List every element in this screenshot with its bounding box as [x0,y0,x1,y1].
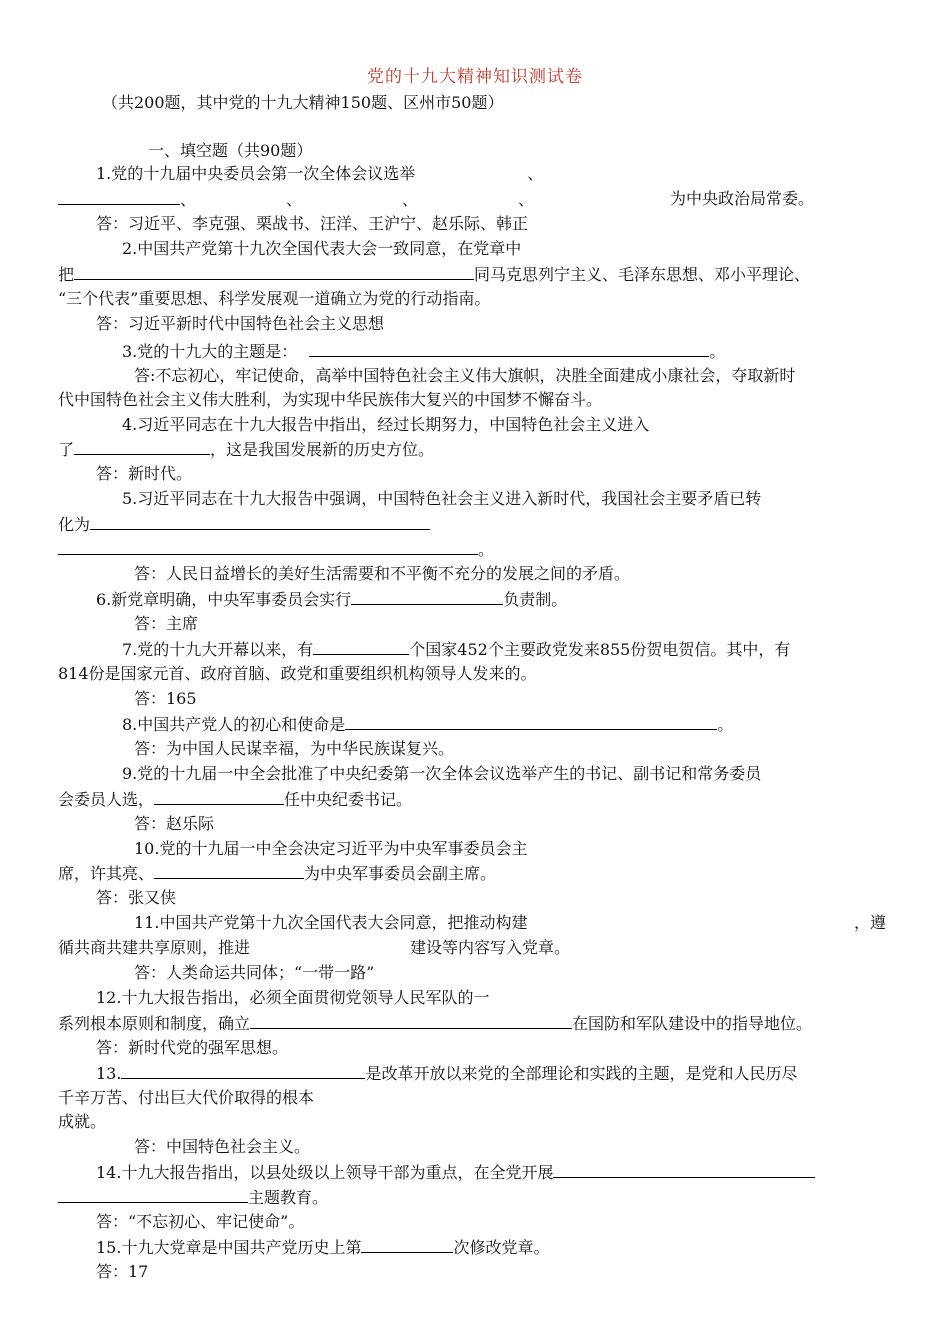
answer-line: 答：张又侠 [96,888,177,907]
question-line: “三个代表”重要思想、科学发展观一道确立为党的行动指南。 [58,289,491,308]
question-line: 814份是国家元首、政府首脑、政党和重要组织机构领导人发来的。 [58,664,537,683]
answer-line: 代中国特色社会主义伟大胜利，为实现中华民族伟大复兴的中国梦不懈奋斗。 [58,390,603,409]
blank[interactable] [58,1186,248,1203]
answer-line: 答：中国特色社会主义。 [134,1137,311,1156]
answer-line: 答：“不忘初心、牢记使命”。 [96,1212,305,1231]
blank[interactable] [58,188,180,205]
answer-line: 答：165 [134,689,197,708]
question-line: 、 、 、 、 [58,188,644,211]
blank[interactable] [345,713,717,730]
question-line: 8.中国共产党人的初心和使命是 。 [122,715,734,734]
question-line: 15.十九大党章是中国共产党历史上第 次修改党章。 [96,1238,550,1257]
question-line: 4.习近平同志在十九大报告中指出，经过长期努力，中国特色社会主义进入 [122,415,650,434]
question-line: 千辛万苦、付出巨大代价取得的根本 [58,1088,315,1107]
question-line: 了 ，这是我国发展新的历史方位。 [58,440,435,459]
answer-line: 答：人民日益增长的美好生活需要和不平衡不充分的发展之间的矛盾。 [134,564,631,583]
question-line: 系列根本原则和制度，确立 在国防和军队建设中的指导地位。 [58,1014,813,1033]
answer-line: 答：新时代党的强军思想。 [96,1038,289,1057]
question-line: 成就。 [58,1112,107,1131]
blank[interactable] [154,788,284,805]
blank[interactable] [74,263,474,280]
question-line: 化为 [58,513,430,536]
blank[interactable] [309,340,709,357]
blank[interactable] [250,1012,572,1029]
answer-line: 答：为中国人民谋幸福，为中华民族谋复兴。 [134,739,455,758]
answer-line: 答：17 [96,1262,149,1281]
question-line: 把 同马克思列宁主义、毛泽东思想、邓小平理论、 [58,265,811,284]
question-line: 3.党的十九大的主题是： 。 [122,342,726,361]
answer-line: 答：习近平新时代中国特色社会主义思想 [96,314,385,333]
blank[interactable] [361,1236,453,1253]
question-line: 主题教育。 [58,1186,328,1209]
blank[interactable] [154,862,304,879]
blank[interactable] [351,588,503,605]
question-line: 循共商共建共享原则，推进 建设等内容写入党章。 [58,938,571,957]
blank[interactable] [74,438,210,455]
question-line: 会委员人选， 任中央纪委书记。 [58,790,413,809]
answer-line: 答：习近平、李克强、栗战书、汪洋、王沪宁、赵乐际、韩正 [96,214,529,233]
question-line: 11.中国共产党第十九次全国代表大会同意，把推动构建 [134,913,528,932]
section-heading: 一、填空题（共90题） [148,141,313,160]
question-line: 9.党的十九届一中全会批准了中央纪委第一次全体会议选举产生的书记、副书记和常务委员 [122,764,762,783]
question-line: 12.十九大报告指出，必须全面贯彻党领导人民军队的一 [96,988,490,1007]
question-line: 席，许其亮、 为中央军事委员会副主席。 [58,864,497,883]
blank[interactable] [90,513,430,530]
question-line: 7.党的十九大开幕以来，有 个国家452个主要政党发来855份贺电贺信。其中，有 [122,640,791,659]
question-line: 6.新党章明确，中央军事委员会实行 负责制。 [96,590,568,609]
question-line: 13. 是改革开放以来党的全部理论和实践的主题，是党和人民历尽 [96,1064,798,1083]
question-line: 2.中国共产党第十九次全国代表大会一致同意，在党章中 [122,239,522,258]
answer-line: 答:不忘初心，牢记使命，高举中国特色社会主义伟大旗帜，决胜全面建成小康社会，夺取新时 [134,366,796,385]
question-line: 为中央政治局常委。 [670,189,815,208]
document-title: 党的十九大精神知识测试卷 [367,67,583,87]
answer-line: 答：新时代。 [96,464,193,483]
blank[interactable] [313,638,409,655]
blank[interactable] [121,1062,365,1079]
document-subtitle: （共200题，其中党的十九大精神150题、区州市50题） [102,93,504,112]
answer-line: 答：赵乐际 [134,814,215,833]
question-line: 5.习近平同志在十九大报告中强调，中国特色社会主义进入新时代，我国社会主要矛盾已转 [122,489,762,508]
blank[interactable] [553,1161,815,1178]
question-line: 14.十九大报告指出，以县处级以上领导干部为重点，在全党开展 [96,1161,815,1184]
answer-line: 答：人类命运共同体；“一带一路” [134,963,375,982]
question-line: 。 [58,538,494,561]
blank[interactable] [58,538,478,555]
question-line: 1.党的十九届中央委员会第一次全体会议选举 、 [96,164,544,183]
answer-line: 答：主席 [134,614,199,633]
question-line: 10.党的十九届一中全会决定习近平为中央军事委员会主 [134,839,528,858]
question-line: ，遵 [854,913,887,932]
